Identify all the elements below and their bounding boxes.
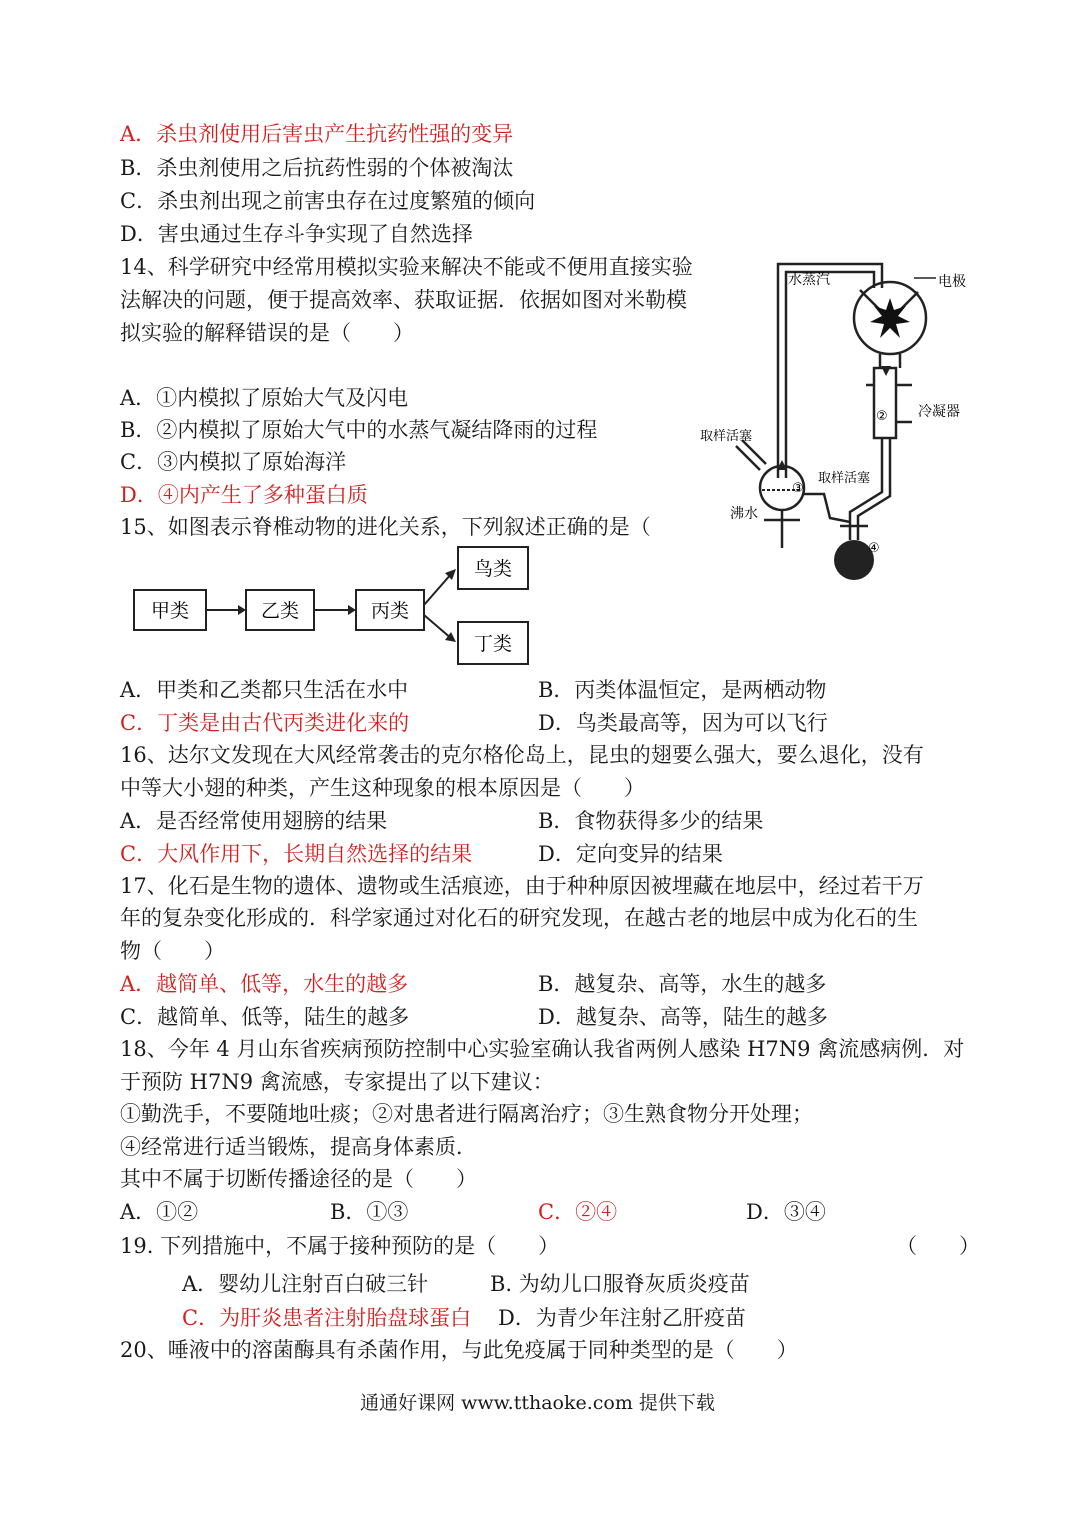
q18-stem-line-2: 于预防 H7N9 禽流感，专家提出了以下建议： [120,1070,554,1094]
q16-stem-line-2: 中等大小翅的种类，产生这种现象的根本原因是（ ） [120,776,645,800]
q17-stem-line-3: 物（ ） [120,939,225,963]
label-n3: ③ [792,481,804,496]
q18-stem-line-5: 其中不属于切断传播途径的是（ ） [120,1167,477,1191]
q16-option-a: A．是否经常使用翅膀的结果 [120,809,388,833]
q18-option-c: C．②④ [538,1200,618,1224]
q17-option-d: D．越复杂、高等，陆生的越多 [538,1005,828,1029]
q14-option-d: D．④内产生了多种蛋白质 [120,483,368,507]
q16-stem-line-1: 16、达尔文发现在大风经常袭击的克尔格伦岛上，昆虫的翅要么强大，要么退化，没有 [120,743,924,767]
box-ding: 丁类 [473,633,513,655]
q14-stem-line-1: 14、科学研究中经常用模拟实验来解决不能或不便用直接实验 [120,255,693,279]
label-sampling-left: 取样活塞 [700,429,753,444]
q15-stem: 15、如图表示脊椎动物的进化关系，下列叙述正确的是（ [120,515,651,539]
page-footer: 通通好课网 www.tthaoke.com 提供下载 [360,1392,715,1414]
label-electrode: 电极 [938,274,966,290]
q15-option-a: A．甲类和乙类都只生活在水中 [120,678,409,702]
box-jia: 甲类 [150,600,190,622]
vertebrate-evolution-diagram [132,543,532,668]
q19-option-a: A．婴幼儿注射百白破三针 [182,1272,429,1296]
q13-option-d: D．害虫通过生存斗争实现了自然选择 [120,222,473,246]
q18-option-a: A．①② [120,1200,199,1224]
q15-option-b: B．丙类体温恒定，是两栖动物 [538,678,827,702]
q17-option-b: B．越复杂、高等，水生的越多 [538,972,827,996]
q14-option-b: B．②内模拟了原始大气中的水蒸气凝结降雨的过程 [120,418,598,442]
q17-stem-line-1: 17、化石是生物的遗体、遗物或生活痕迹，由于种种原因被埋藏在地层中，经过若干万 [120,874,924,898]
q13-option-b: B．杀虫剂使用之后抗药性弱的个体被淘汰 [120,156,514,180]
q18-stem-line-4: ④经常进行适当锻炼，提高身体素质． [120,1135,477,1159]
q18-stem-line-1: 18、今年 4 月山东省疾病预防控制中心实验室确认我省两例人感染 H7N9 禽流感病例．对 [120,1037,965,1061]
q15-option-c: C．丁类是由古代丙类进化来的 [120,711,410,735]
q19-option-d: D．为青少年注射乙肝疫苗 [498,1306,746,1330]
q14-stem-line-2: 法解决的问题，便于提高效率、获取证据．依据如图对米勒模 [120,288,687,312]
q19-stem: 19. 下列措施中，不属于接种预防的是（ ） [120,1234,560,1258]
q19-option-b: B. 为幼儿口服脊灰质炎疫苗 [490,1272,750,1296]
q20-stem: 20、唾液中的溶菌酶具有杀菌作用，与此免疫属于同种类型的是（ ） [120,1338,798,1362]
q18-stem-line-3: ①勤洗手，不要随地吐痰；②对患者进行隔离治疗；③生熟食物分开处理； [120,1102,813,1126]
box-yi: 乙类 [260,600,300,622]
label-condenser: 冷凝器 [918,404,960,420]
q16-option-b: B．食物获得多少的结果 [538,809,764,833]
label-steam: 水蒸汽 [788,272,830,288]
q19-option-c: C．为肝炎患者注射胎盘球蛋白 [182,1306,472,1330]
q16-option-c: C．大风作用下，长期自然选择的结果 [120,842,473,866]
label-n4: ④ [868,541,880,556]
miller-experiment-figure [700,250,980,595]
box-niao: 鸟类 [473,558,513,580]
q18-option-b: B．①③ [330,1200,409,1224]
label-n2: ② [876,409,888,424]
box-bing: 丙类 [370,600,410,622]
q14-option-c: C．③内模拟了原始海洋 [120,450,347,474]
q17-stem-line-2: 年的复杂变化形成的．科学家通过对化石的研究发现，在越古老的地层中成为化石的生 [120,906,918,930]
q17-option-a: A．越简单、低等，水生的越多 [120,972,409,996]
q18-option-d: D．③④ [746,1200,826,1224]
label-boiling: 沸水 [730,506,758,522]
q13-option-c: C．杀虫剂出现之前害虫存在过度繁殖的倾向 [120,189,536,213]
q15-option-d: D．鸟类最高等，因为可以飞行 [538,711,828,735]
q17-option-c: C．越简单、低等，陆生的越多 [120,1005,410,1029]
q13-option-a: A．杀虫剂使用后害虫产生抗药性强的变异 [120,122,514,146]
q14-option-a: A．①内模拟了原始大气及闪电 [120,386,409,410]
q19-stem-right: （ ） [896,1234,980,1258]
q16-option-d: D．定向变异的结果 [538,842,723,866]
label-sampling-right: 取样活塞 [818,471,871,486]
label-n1: ① [910,311,923,327]
q14-stem-line-3: 拟实验的解释错误的是（ ） [120,321,414,345]
